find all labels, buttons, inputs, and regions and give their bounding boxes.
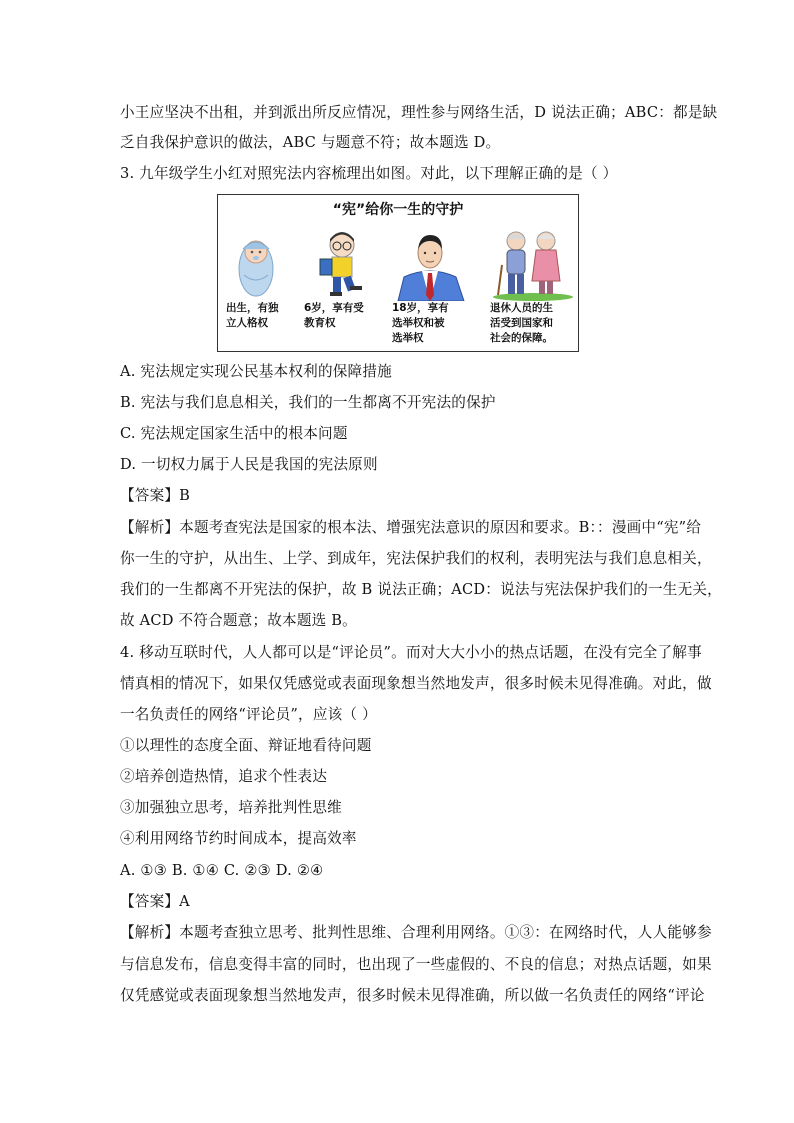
q3-option-d: D. 一切权力属于人民是我国的宪法原则 [120,456,378,473]
panel-retired [488,225,578,349]
q4-item-3: ③加强独立思考，培养批判性思维 [120,799,342,816]
elderly-couple-illustration [488,225,578,301]
panel-adult-caption: 18岁，享有 选举权和被 选举权 [392,302,449,344]
q3-stem: 3. 九年级学生小红对照宪法内容梳理出如图。对此，以下理解正确的是（ ） [120,165,618,182]
panel-retired-caption: 退休人员的生 活受到国家和 社会的保障。 [490,302,553,344]
panel-school-caption: 6岁，享有受 教育权 [304,302,364,329]
panel-birth [224,225,308,349]
q4-stem-line-3: 一名负责任的网络“评论员”，应该（ ） [120,706,377,723]
q4-stem-line-2: 情真相的情况下，如果仅凭感觉或表面现象想当然地发声，很多时候未见得准确。对此，做 [120,675,712,692]
panel-school [302,225,386,349]
q3-analysis-line-4: 故 ACD 不符合题意；故本题选 B。 [120,612,357,629]
q4-item-1: ①以理性的态度全面、辩证地看待问题 [120,737,372,754]
q4-stem-line-1: 4. 移动互联时代，人人都可以是“评论员”。而对大大小小的热点话题，在没有完全了解事 [120,644,702,661]
baby-illustration [224,225,308,301]
q3-answer: 【答案】B [120,487,191,504]
q4-choices: A. ①③ B. ①④ C. ②③ D. ②④ [120,862,324,879]
panel-birth-caption: 出生，有独 立人格权 [226,302,279,329]
q4-analysis-line-2: 与信息发布，信息变得丰富的同时，也出现了一些虚假的、不良的信息；对热点话题，如果 [120,956,712,973]
q3-analysis-line-3: 我们的一生都离不开宪法的保护，故 B 说法正确；ACD：说法与宪法保护我们的一生无关， [120,581,722,598]
constitution-figure [217,194,579,352]
student-illustration [302,225,386,301]
q2-analysis-line-1: 小王应坚决不出租，并到派出所反应情况，理性参与网络生活，D 说法正确；ABC：都是缺 [120,104,718,121]
adult-illustration [390,225,474,301]
figure-title: “宪”给你一生的守护 [332,202,464,218]
panel-adult [390,225,474,349]
q3-analysis-line-2: 你一生的守护，从出生、上学、到成年，宪法保护我们的权利，表明宪法与我们息息相关， [120,550,712,567]
q4-item-4: ④利用网络节约时间成本，提高效率 [120,830,357,847]
q4-analysis-line-3: 仅凭感觉或表面现象想当然地发声，很多时候未见得准确，所以做一名负责任的网络“评论 [120,987,705,1004]
q3-analysis-line-1: 【解析】本题考查宪法是国家的根本法、增强宪法意识的原因和要求。B：：漫画中“宪”给 [120,519,702,536]
q3-option-b: B. 宪法与我们息息相关，我们的一生都离不开宪法的保护 [120,394,496,411]
q4-item-2: ②培养创造热情，追求个性表达 [120,768,328,785]
q4-analysis-line-1: 【解析】本题考查独立思考、批判性思维、合理利用网络。①③：在网络时代，人人能够参 [120,924,712,941]
q4-answer: 【答案】A [120,893,190,910]
q3-option-c: C. 宪法规定国家生活中的根本问题 [120,425,348,442]
q3-option-a: A. 宪法规定实现公民基本权利的保障措施 [120,363,392,380]
q2-analysis-line-2: 乏自我保护意识的做法，ABC 与题意不符；故本题选 D。 [120,134,501,151]
